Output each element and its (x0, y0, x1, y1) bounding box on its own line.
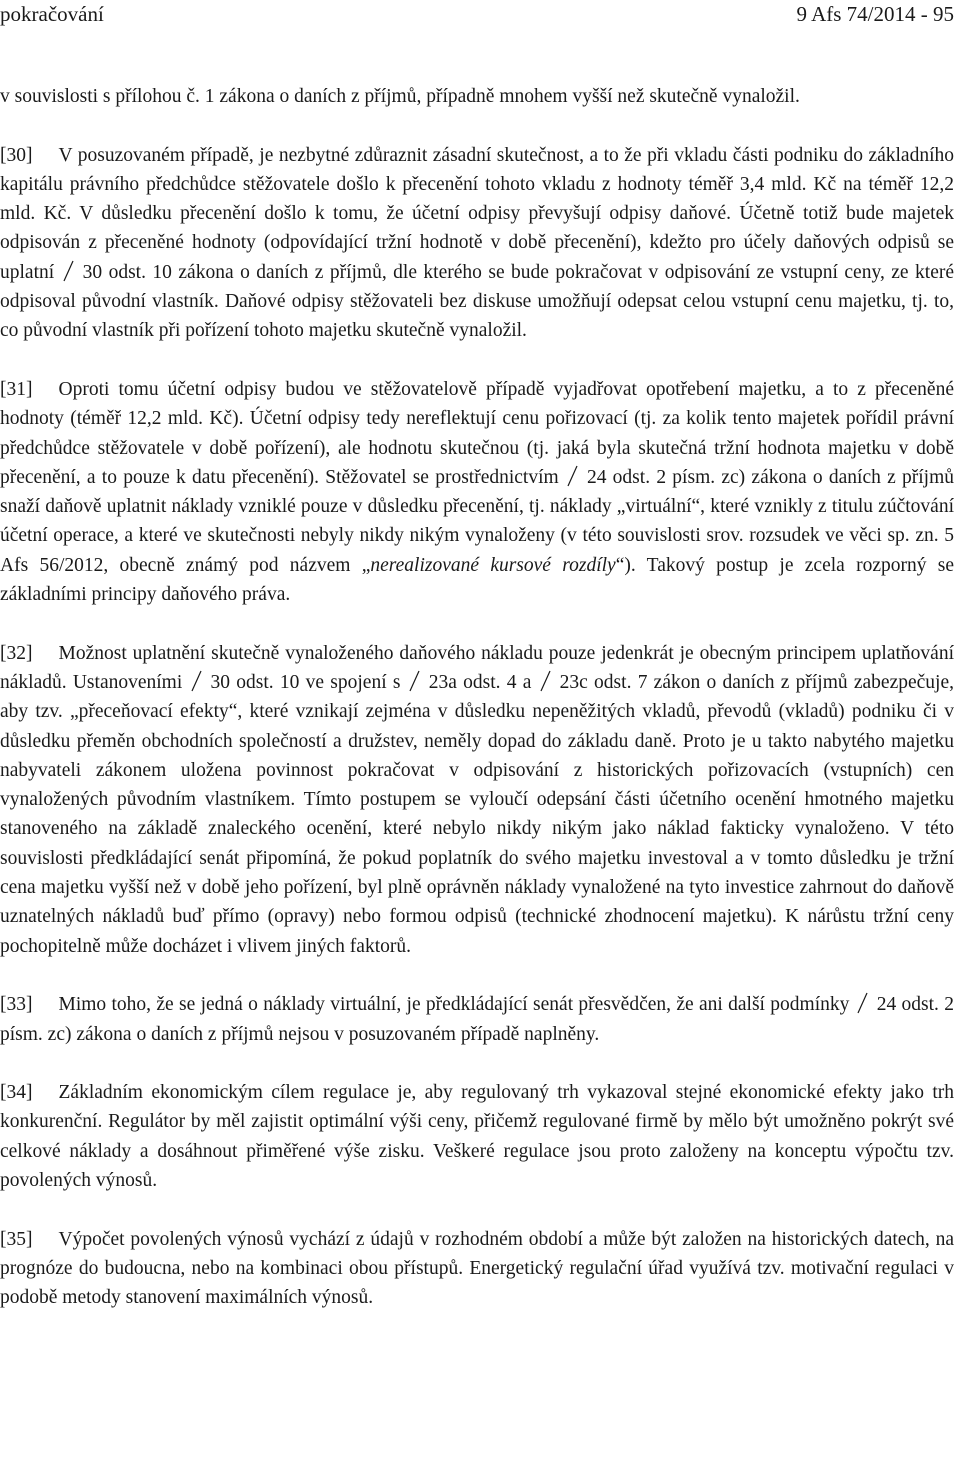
paragraph-text: 23c odst. 7 zákon o daních z příjmů zabezpečuje, aby tzv. „přeceňovací efekty“, které vznikají zejména v důsledku nepeněžitých vkladů, převodů (vkladů) podniku či v důsledku přeměn obchodních společností a družstev, neměly dopad do základu daně. Proto je u takto nabytého majetku nabyvateli zákonem uložena povinnost pokračovat v odpisování z historických pořizovacích (vstupních) cen vynaložených původním vlastníkem. Tímto postupem se vyloučí odepsání části účetního ocenění hmotného majetku stanoveného na základě znaleckého ocenění, které nebylo nikdy nikým jako náklad fakticky vynaloženo. V této souvislosti předkládající senát připomíná, že pokud poplatník do svého majetku investoval a v tomto důsledku je tržní cena majetku vyšší než v době jeho pořízení, byl plně oprávněn náklady vynaložené na tyto investice zahrnout do daňově uznatelných nákladů buď přímo (opravy) nebo formou odpisů (technické zhodnocení majetku). K nárůstu tržní ceny pochopitelně může docházet i vlivem jiných faktorů. (0, 671, 954, 957)
paragraph-number: [33] (0, 994, 33, 1016)
paragraph-text: Základním ekonomickým cílem regulace je, aby regulovaný trh vykazoval stejné ekonomické efekty jako trh konkurenční. Regulátor by měl zajistit optimální výši ceny, přičemž regulované firmě by mělo být umožněno pokrýt své celkové náklady a dosáhnout přiměřené výše zisku. Veškeré regulace jsou proto založeny na konceptu výpočtu tzv. povolených výnosů. (0, 1082, 954, 1191)
header-case-number: 9 Afs 74/2014 - 95 (796, 2, 954, 26)
paragraph-number: [32] (0, 642, 33, 664)
section-sign-icon (855, 992, 869, 1014)
paragraph-text: 24 odst. 2 písm. zc) zákona o daních z příjmů snaží daňově uplatnit náklady vzniklé pouze v důsledku přecenění, tj. náklady „virtuální“, které vznikly z titulu zúčtování účetní operace, a které ve skutečnosti nebyly nikdy nikým vynaloženy (v této souvislosti srov. rozsudek ve věci sp. zn. 5 Afs 56/2012, obecně známý pod názvem „ (0, 466, 954, 576)
paragraph-text: Oproti tomu účetní odpisy budou ve stěžovatelově případě vyjadřovat opotřebení majetku, a to z přeceněné hodnoty (téměř 12,2 mld. Kč). Účetní odpisy tedy nereflektují cenu pořizovací (tj. za kolik tento majetek pořídil právní předchůdce stěžovatele v době pořízení), ale hodnotu skutečnou (tj. jaká byla skutečná tržní hodnota majetku v době přecenění, a to pouze k datu přecenění). Stěžovatel se prostřednictvím (0, 378, 954, 488)
header-continuation: pokračování (0, 2, 104, 26)
paragraph-33 (0, 990, 954, 1049)
intro-paragraph: v souvislosti s přílohou č. 1 zákona o daních z příjmů, případně mnohem vyšší než skutečně vynaložil. (0, 86, 800, 107)
page-header (0, 0, 960, 30)
paragraph-number: [31] (0, 378, 33, 400)
paragraph-number: [30] (0, 144, 33, 166)
paragraph-text: 23a odst. 4 a (428, 671, 532, 693)
paragraph-34 (0, 1078, 954, 1195)
paragraph-text: 30 odst. 10 zákona o daních z příjmů, dle kterého se bude pokračovat v odpisování ze vstupní ceny, ze které odpisoval původní vlastník. Daňové odpisy stěžovateli bez diskuse umožňují odepsat celou vstupní cenu majetku, tj. to, co původní vlastník při pořízení tohoto majetku skutečně vynaložil. (0, 261, 955, 342)
paragraph-text: “). Takový postup je zcela rozporný se základními principy daňového práva. (0, 554, 954, 606)
section-sign-icon (565, 465, 579, 487)
paragraph-30 (0, 141, 954, 346)
section-sign-icon (189, 670, 203, 692)
paragraph-text: Možnost uplatnění skutečně vynaloženého daňového nákladu pouze jedenkrát je obecným principem uplatňování nákladů. Ustanoveními (0, 642, 954, 693)
paragraph-number: [34] (0, 1082, 33, 1104)
paragraph-text: 30 odst. 10 ve spojení s (210, 671, 401, 693)
paragraph-32 (0, 639, 954, 961)
italic-term: nerealizované kursové rozdíly (370, 554, 616, 576)
paragraph-text: Mimo toho, že se jedná o náklady virtuální, je předkládající senát přesvědčen, že ani další podmínky (58, 994, 850, 1016)
document-body (0, 82, 954, 1342)
paragraph-text: Výpočet povolených výnosů vychází z údajů v rozhodném období a může být založen na historických datech, na prognóze do budoucna, nebo na kombinaci obou přístupů. Energetický regulační úřad využívá tzv. motivační regulaci v podobě metody stanovení maximálních výnosů. (0, 1228, 954, 1309)
section-sign-icon (538, 670, 552, 692)
section-sign-icon (61, 260, 75, 282)
section-sign-icon (407, 670, 421, 692)
paragraph-35 (0, 1225, 954, 1313)
paragraph-text: 24 odst. 2 písm. zc) zákona o daních z příjmů nejsou v posuzovaném případě naplněny. (0, 994, 954, 1045)
paragraph-31 (0, 375, 954, 609)
paragraph-number: [35] (0, 1228, 33, 1250)
paragraph-text: V posuzovaném případě, je nezbytné zdůraznit zásadní skutečnost, a to že při vkladu části podniku do základního kapitálu právního předchůdce stěžovatele došlo k přecenění tohoto vkladu z hodnoty téměř 3,4 mld. Kč na téměř 12,2 mld. Kč. V důsledku přecenění došlo k tomu, že účetní odpisy převyšují odpisy daňové. Účetně totiž bude majetek odpisován z přeceněné hodnoty (odpovídající tržní hodnotě v době přecenění), kdežto pro účely daňových odpisů se uplatní (0, 144, 954, 283)
